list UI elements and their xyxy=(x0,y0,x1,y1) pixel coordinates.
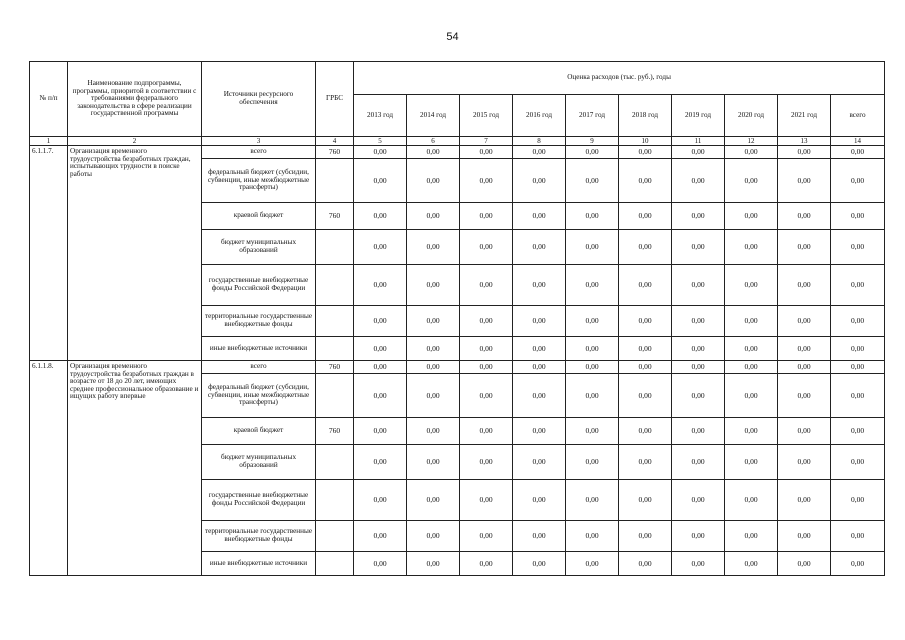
amount-cell: 0,00 xyxy=(566,306,619,337)
amount-cell: 0,00 xyxy=(354,337,407,361)
funding-source: федеральный бюджет (субсидии, субвенции, иные межбюджетные трансферты) xyxy=(202,374,316,418)
amount-cell: 0,00 xyxy=(672,265,725,306)
funding-source: всего xyxy=(202,146,316,159)
grbs-code: 760 xyxy=(316,146,354,159)
amount-cell: 0,00 xyxy=(725,265,778,306)
amount-cell: 0,00 xyxy=(778,521,831,552)
amount-cell: 0,00 xyxy=(354,361,407,374)
amount-cell: 0,00 xyxy=(407,480,460,521)
amount-cell: 0,00 xyxy=(513,265,566,306)
funding-source: всего xyxy=(202,361,316,374)
amount-cell: 0,00 xyxy=(725,418,778,445)
amount-cell: 0,00 xyxy=(513,159,566,203)
amount-cell: 0,00 xyxy=(513,203,566,230)
amount-cell: 0,00 xyxy=(513,521,566,552)
amount-cell: 0,00 xyxy=(460,552,513,576)
amount-cell: 0,00 xyxy=(460,203,513,230)
amount-cell: 0,00 xyxy=(778,306,831,337)
amount-cell: 0,00 xyxy=(831,159,885,203)
amount-cell: 0,00 xyxy=(460,374,513,418)
funding-source: территориальные государственные внебюджетные фонды xyxy=(202,306,316,337)
amount-cell: 0,00 xyxy=(778,159,831,203)
column-number: 6 xyxy=(407,137,460,146)
amount-cell: 0,00 xyxy=(354,445,407,480)
amount-cell: 0,00 xyxy=(407,521,460,552)
header-year: 2019 год xyxy=(672,95,725,137)
amount-cell: 0,00 xyxy=(460,159,513,203)
amount-cell: 0,00 xyxy=(725,203,778,230)
amount-cell: 0,00 xyxy=(407,230,460,265)
grbs-code xyxy=(316,480,354,521)
amount-cell: 0,00 xyxy=(566,146,619,159)
amount-cell: 0,00 xyxy=(513,418,566,445)
grbs-code xyxy=(316,374,354,418)
amount-cell: 0,00 xyxy=(831,480,885,521)
column-number: 8 xyxy=(513,137,566,146)
amount-cell: 0,00 xyxy=(354,146,407,159)
amount-cell: 0,00 xyxy=(672,480,725,521)
funding-source: бюджет муниципальных образований xyxy=(202,230,316,265)
amount-cell: 0,00 xyxy=(354,521,407,552)
amount-cell: 0,00 xyxy=(672,230,725,265)
amount-cell: 0,00 xyxy=(619,337,672,361)
column-number: 11 xyxy=(672,137,725,146)
amount-cell: 0,00 xyxy=(407,445,460,480)
budget-table xyxy=(29,61,885,576)
amount-cell: 0,00 xyxy=(778,552,831,576)
grbs-code xyxy=(316,337,354,361)
amount-cell: 0,00 xyxy=(725,445,778,480)
amount-cell: 0,00 xyxy=(566,521,619,552)
amount-cell: 0,00 xyxy=(407,361,460,374)
amount-cell: 0,00 xyxy=(831,146,885,159)
amount-cell: 0,00 xyxy=(566,480,619,521)
section-number: 6.1.1.7. xyxy=(30,146,68,361)
amount-cell: 0,00 xyxy=(778,337,831,361)
amount-cell: 0,00 xyxy=(725,480,778,521)
header-year: 2016 год xyxy=(513,95,566,137)
amount-cell: 0,00 xyxy=(407,552,460,576)
amount-cell: 0,00 xyxy=(725,337,778,361)
amount-cell: 0,00 xyxy=(460,521,513,552)
funding-source: федеральный бюджет (субсидии, субвенции, иные межбюджетные трансферты) xyxy=(202,159,316,203)
amount-cell: 0,00 xyxy=(460,361,513,374)
amount-cell: 0,00 xyxy=(354,374,407,418)
amount-cell: 0,00 xyxy=(407,146,460,159)
amount-cell: 0,00 xyxy=(566,361,619,374)
amount-cell: 0,00 xyxy=(460,265,513,306)
amount-cell: 0,00 xyxy=(619,146,672,159)
grbs-code xyxy=(316,159,354,203)
amount-cell: 0,00 xyxy=(513,337,566,361)
amount-cell: 0,00 xyxy=(831,306,885,337)
amount-cell: 0,00 xyxy=(354,418,407,445)
grbs-code: 760 xyxy=(316,418,354,445)
amount-cell: 0,00 xyxy=(831,230,885,265)
amount-cell: 0,00 xyxy=(672,445,725,480)
amount-cell: 0,00 xyxy=(513,146,566,159)
amount-cell: 0,00 xyxy=(566,230,619,265)
column-number: 9 xyxy=(566,137,619,146)
amount-cell: 0,00 xyxy=(831,265,885,306)
amount-cell: 0,00 xyxy=(831,337,885,361)
amount-cell: 0,00 xyxy=(513,374,566,418)
amount-cell: 0,00 xyxy=(354,306,407,337)
amount-cell: 0,00 xyxy=(619,445,672,480)
amount-cell: 0,00 xyxy=(566,552,619,576)
amount-cell: 0,00 xyxy=(407,159,460,203)
amount-cell: 0,00 xyxy=(566,374,619,418)
grbs-code xyxy=(316,445,354,480)
column-number: 5 xyxy=(354,137,407,146)
column-number: 14 xyxy=(831,137,885,146)
amount-cell: 0,00 xyxy=(831,521,885,552)
amount-cell: 0,00 xyxy=(566,445,619,480)
funding-source: бюджет муниципальных образований xyxy=(202,445,316,480)
table-row xyxy=(30,146,885,159)
amount-cell: 0,00 xyxy=(672,146,725,159)
amount-cell: 0,00 xyxy=(619,480,672,521)
amount-cell: 0,00 xyxy=(619,418,672,445)
amount-cell: 0,00 xyxy=(778,445,831,480)
amount-cell: 0,00 xyxy=(619,230,672,265)
header-year: 2014 год xyxy=(407,95,460,137)
funding-source: территориальные государственные внебюджетные фонды xyxy=(202,521,316,552)
amount-cell: 0,00 xyxy=(831,552,885,576)
column-number: 3 xyxy=(202,137,316,146)
amount-cell: 0,00 xyxy=(407,337,460,361)
amount-cell: 0,00 xyxy=(778,418,831,445)
amount-cell: 0,00 xyxy=(354,203,407,230)
column-number: 4 xyxy=(316,137,354,146)
amount-cell: 0,00 xyxy=(407,374,460,418)
amount-cell: 0,00 xyxy=(619,374,672,418)
amount-cell: 0,00 xyxy=(460,306,513,337)
amount-cell: 0,00 xyxy=(831,374,885,418)
grbs-code xyxy=(316,521,354,552)
column-number: 12 xyxy=(725,137,778,146)
amount-cell: 0,00 xyxy=(513,361,566,374)
column-number: 7 xyxy=(460,137,513,146)
header-source: Источники ресурсного обеспечения xyxy=(202,62,316,137)
amount-cell: 0,00 xyxy=(672,337,725,361)
amount-cell: 0,00 xyxy=(778,361,831,374)
column-number: 2 xyxy=(68,137,202,146)
funding-source: иные внебюджетные источники xyxy=(202,552,316,576)
table-row xyxy=(30,361,885,374)
header-name: Наименование подпрограммы, программы, приоритой в соответствии с требованиями федерального законодательства в сфере реализации государственной программы xyxy=(68,62,202,137)
amount-cell: 0,00 xyxy=(619,265,672,306)
header-year: 2015 год xyxy=(460,95,513,137)
amount-cell: 0,00 xyxy=(725,374,778,418)
amount-cell: 0,00 xyxy=(831,418,885,445)
amount-cell: 0,00 xyxy=(460,480,513,521)
amount-cell: 0,00 xyxy=(619,521,672,552)
amount-cell: 0,00 xyxy=(778,480,831,521)
amount-cell: 0,00 xyxy=(619,361,672,374)
amount-cell: 0,00 xyxy=(778,265,831,306)
amount-cell: 0,00 xyxy=(513,306,566,337)
section-name: Организация временного трудоустройства безработных граждан в возрасте от 18 до 20 лет, имеющих среднее профессиональное образование и ищущих работу впервые xyxy=(68,361,202,576)
header-num: № п/п xyxy=(30,62,68,137)
amount-cell: 0,00 xyxy=(354,480,407,521)
funding-source: государственные внебюджетные фонды Российской Федерации xyxy=(202,480,316,521)
amount-cell: 0,00 xyxy=(672,521,725,552)
funding-source: краевой бюджет xyxy=(202,203,316,230)
amount-cell: 0,00 xyxy=(460,418,513,445)
amount-cell: 0,00 xyxy=(725,521,778,552)
grbs-code xyxy=(316,265,354,306)
header-year: 2018 год xyxy=(619,95,672,137)
amount-cell: 0,00 xyxy=(725,552,778,576)
amount-cell: 0,00 xyxy=(407,418,460,445)
amount-cell: 0,00 xyxy=(672,374,725,418)
amount-cell: 0,00 xyxy=(725,306,778,337)
amount-cell: 0,00 xyxy=(778,203,831,230)
section-number: 6.1.1.8. xyxy=(30,361,68,576)
amount-cell: 0,00 xyxy=(619,203,672,230)
amount-cell: 0,00 xyxy=(725,230,778,265)
grbs-code: 760 xyxy=(316,203,354,230)
amount-cell: 0,00 xyxy=(725,159,778,203)
page-number: 54 xyxy=(446,31,459,43)
amount-cell: 0,00 xyxy=(460,337,513,361)
funding-source: иные внебюджетные источники xyxy=(202,337,316,361)
amount-cell: 0,00 xyxy=(672,418,725,445)
header-year: всего xyxy=(831,95,885,137)
grbs-code: 760 xyxy=(316,361,354,374)
amount-cell: 0,00 xyxy=(619,306,672,337)
amount-cell: 0,00 xyxy=(354,552,407,576)
column-number: 1 xyxy=(30,137,68,146)
amount-cell: 0,00 xyxy=(831,203,885,230)
funding-source: краевой бюджет xyxy=(202,418,316,445)
amount-cell: 0,00 xyxy=(778,146,831,159)
grbs-code xyxy=(316,552,354,576)
header-grbs: ГРБС xyxy=(316,62,354,137)
amount-cell: 0,00 xyxy=(566,159,619,203)
amount-cell: 0,00 xyxy=(672,159,725,203)
amount-cell: 0,00 xyxy=(354,265,407,306)
amount-cell: 0,00 xyxy=(513,445,566,480)
column-number: 13 xyxy=(778,137,831,146)
header-year: 2013 год xyxy=(354,95,407,137)
amount-cell: 0,00 xyxy=(566,337,619,361)
amount-cell: 0,00 xyxy=(513,480,566,521)
section-name: Организация временного трудоустройства безработных граждан, испытывающих трудности в поиске работы xyxy=(68,146,202,361)
amount-cell: 0,00 xyxy=(672,203,725,230)
amount-cell: 0,00 xyxy=(831,361,885,374)
grbs-code xyxy=(316,230,354,265)
header-year: 2017 год xyxy=(566,95,619,137)
amount-cell: 0,00 xyxy=(619,159,672,203)
amount-cell: 0,00 xyxy=(725,361,778,374)
funding-source: государственные внебюджетные фонды Российской Федерации xyxy=(202,265,316,306)
amount-cell: 0,00 xyxy=(672,552,725,576)
amount-cell: 0,00 xyxy=(831,445,885,480)
amount-cell: 0,00 xyxy=(460,230,513,265)
grbs-code xyxy=(316,306,354,337)
column-number: 10 xyxy=(619,137,672,146)
amount-cell: 0,00 xyxy=(513,552,566,576)
amount-cell: 0,00 xyxy=(672,361,725,374)
amount-cell: 0,00 xyxy=(460,146,513,159)
amount-cell: 0,00 xyxy=(566,203,619,230)
amount-cell: 0,00 xyxy=(619,552,672,576)
amount-cell: 0,00 xyxy=(566,265,619,306)
amount-cell: 0,00 xyxy=(407,265,460,306)
amount-cell: 0,00 xyxy=(725,146,778,159)
amount-cell: 0,00 xyxy=(513,230,566,265)
amount-cell: 0,00 xyxy=(566,418,619,445)
header-estimate: Оценка расходов (тыс. руб.), годы xyxy=(354,62,885,95)
amount-cell: 0,00 xyxy=(407,306,460,337)
amount-cell: 0,00 xyxy=(778,230,831,265)
amount-cell: 0,00 xyxy=(407,203,460,230)
amount-cell: 0,00 xyxy=(354,159,407,203)
amount-cell: 0,00 xyxy=(354,230,407,265)
amount-cell: 0,00 xyxy=(778,374,831,418)
header-year: 2021 год xyxy=(778,95,831,137)
header-year: 2020 год xyxy=(725,95,778,137)
amount-cell: 0,00 xyxy=(460,445,513,480)
amount-cell: 0,00 xyxy=(672,306,725,337)
